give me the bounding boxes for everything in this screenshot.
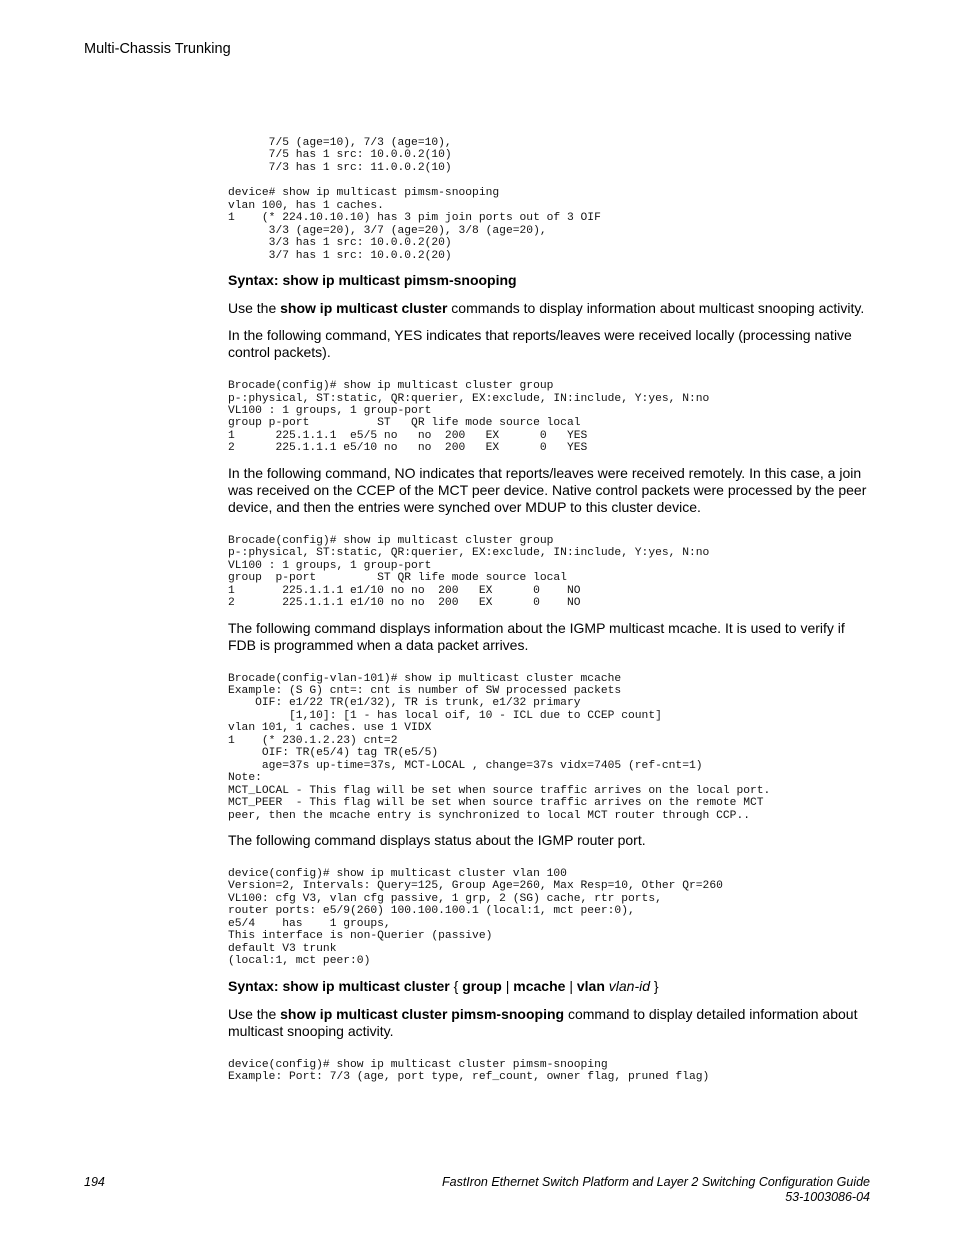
code-block-pimsm-snooping: device# show ip multicast pimsm-snooping vlan 100, has 1 caches. 1 (* 224.10.10.10) has 3 pim join ports out of 3 OIF 3/3 (age=20), 3/7 (age=20), 3/8 (age=20), 3/3 has 1 src: 10.0.0.2(20) 3/7 has 1 src: 10.0.0.2(20)	[228, 187, 601, 262]
paragraph-cluster-intro: Use the show ip multicast cluster commands to display information about multicast snooping activity.	[228, 300, 865, 317]
page-content	[228, 137, 868, 1083]
paragraph-router-port: The following command displays status about the IGMP router port.	[228, 831, 646, 848]
code-block-cluster-mcache: Brocade(config-vlan-101)# show ip multicast cluster mcache Example: (S G) cnt=: cnt is number of SW processed packets OIF: e1/22 TR(e1/32), TR is trunk, e1/32 primary [1,10]: [1 - has local oif, 10 - ICL due to CCEP count] vlan 101, 1 caches. use 1 VIDX 1 (* 230.1.2.23) cnt=2 OIF: TR(e5/4) tag TR(e5/5) age=37s up-time=37s, MCT-LOCAL , change=37s vidx=7405 (ref-cnt=1) Note: MCT_LOCAL - This flag will be set when source traffic arrives on the local port. MCT_PEER - This flag will be set when source traffic arrives on the remote MCT peer, then the mcache entry is synchronized to local MCT router through CCP..	[228, 672, 771, 822]
paragraph-yes-local: In the following command, YES indicates that reports/leaves were received locally (processing native control packets).	[228, 327, 852, 361]
syntax-cluster: Syntax: show ip multicast cluster { group | mcache | vlan vlan-id }	[228, 977, 659, 994]
paragraph-no-remote: In the following command, NO indicates that reports/leaves were received remotely. In this case, a join was received on the CCEP of the MCT peer device. Native control packets were processed by the peer device, and then the entries were synched over MDUP to this cluster device.	[228, 464, 867, 515]
code-block-pimsm-output-continued: 7/5 (age=10), 7/3 (age=10), 7/5 has 1 src: 10.0.0.2(10) 7/3 has 1 src: 11.0.0.2(10)	[268, 137, 452, 174]
running-header: Multi-Chassis Trunking	[84, 41, 231, 57]
book-title: FastIron Ethernet Switch Platform and Layer 2 Switching Configuration Guide	[442, 1175, 870, 1189]
code-block-cluster-pimsm-snooping: device(config)# show ip multicast cluster pimsm-snooping Example: Port: 7/3 (age, port type, ref_count, owner flag, pruned flag)	[228, 1058, 710, 1084]
doc-number: 53-1003086-04	[785, 1190, 870, 1204]
paragraph-mcache: The following command displays information about the IGMP multicast mcache. It is used to verify if FDB is programmed when a data packet arrives.	[228, 619, 845, 653]
page-number: 194	[84, 1175, 105, 1189]
code-block-cluster-group-remote: Brocade(config)# show ip multicast cluster group p-:physical, ST:static, QR:querier, EX:exclude, IN:include, Y:yes, N:no VL100 : 1 groups, 1 group-port group p-port ST QR life mode source local 1 225.1.1.1 e1/10 no no 200 EX 0 NO 2 225.1.1.1 e1/10 no no 200 EX 0 NO	[228, 534, 710, 610]
syntax-pimsm-snooping: Syntax: show ip multicast pimsm-snooping	[228, 272, 517, 289]
code-block-cluster-group-local: Brocade(config)# show ip multicast cluster group p-:physical, ST:static, QR:querier, EX:exclude, IN:include, Y:yes, N:no VL100 : 1 groups, 1 group-port group p-port ST QR life mode source local 1 225.1.1.1 e5/5 no no 200 EX 0 YES 2 225.1.1.1 e5/10 no no 200 EX 0 YES	[228, 380, 710, 455]
paragraph-cluster-pimsm: Use the show ip multicast cluster pimsm-snooping command to display detailed information about multicast snooping activity.	[228, 1005, 858, 1039]
command-name: show ip multicast cluster pimsm-snooping	[280, 1005, 565, 1022]
command-name: show ip multicast cluster	[280, 300, 448, 317]
footer-doc-info	[442, 1175, 870, 1205]
code-block-cluster-vlan: device(config)# show ip multicast cluster vlan 100 Version=2, Intervals: Query=125, Group Age=260, Max Resp=10, Other Qr=260 VL100: cfg V3, vlan cfg passive, 1 grp, 2 (SG) cache, rtr ports, router ports: e5/9(260) 100.100.100.1 (local:1, mct peer:0), e5/4 has 1 groups, This interface is non-Querier (passive) default V3 trunk (local:1, mct peer:0)	[228, 867, 723, 968]
